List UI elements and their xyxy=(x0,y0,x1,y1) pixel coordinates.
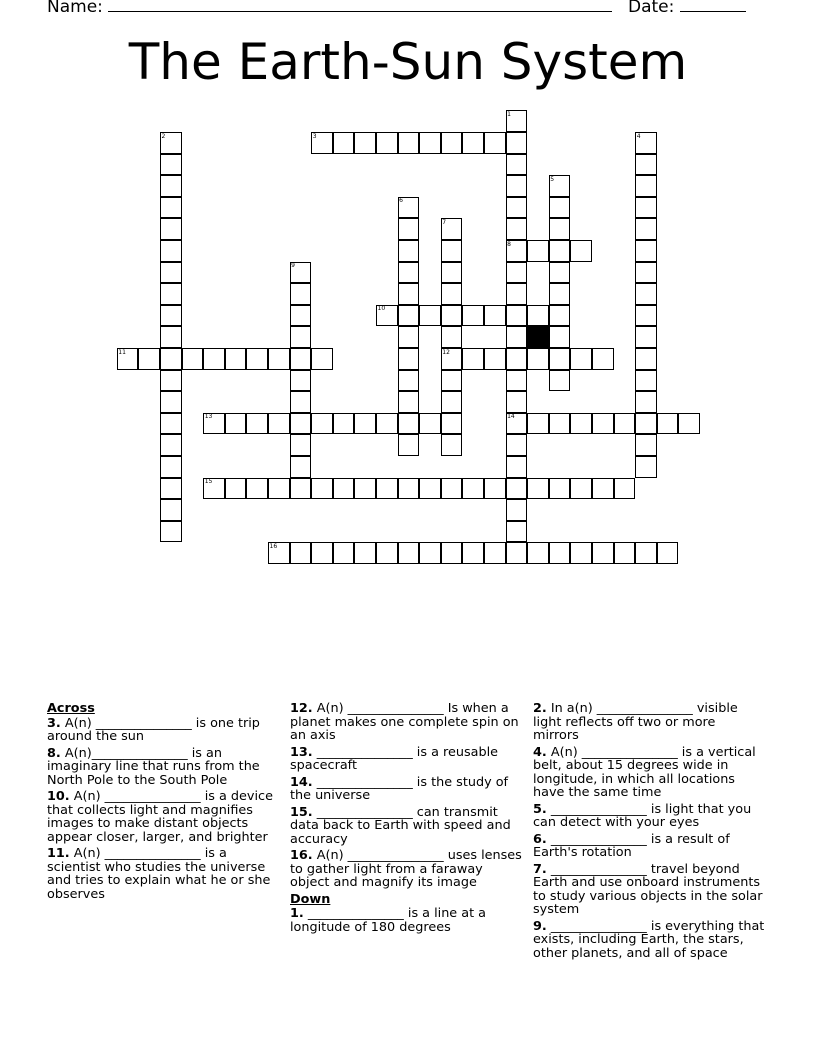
down-heading: Down xyxy=(290,891,331,907)
grid-cell[interactable] xyxy=(333,478,355,500)
grid-cell[interactable] xyxy=(441,326,463,348)
grid-cell[interactable] xyxy=(484,305,506,327)
clue-across-16: 16. A(n) _______________ uses lenses to gather light from a faraway object and magnify its image xyxy=(290,848,522,890)
page-title: The Earth-Sun System xyxy=(128,33,688,91)
grid-cell[interactable] xyxy=(268,478,290,500)
grid-cell[interactable] xyxy=(160,240,182,262)
grid-cell[interactable] xyxy=(506,132,528,154)
grid-cell[interactable] xyxy=(398,262,420,284)
grid-cell[interactable] xyxy=(592,348,614,370)
grid-cell[interactable] xyxy=(160,521,182,543)
grid-cell[interactable] xyxy=(506,218,528,240)
grid-cell[interactable] xyxy=(635,456,657,478)
grid-cell[interactable] xyxy=(441,283,463,305)
grid-cell[interactable] xyxy=(506,370,528,392)
grid-cell[interactable] xyxy=(160,154,182,176)
grid-cell[interactable] xyxy=(549,262,571,284)
clue-number-9: 9 xyxy=(291,262,295,270)
clue-across-3: 3. A(n) _______________ is one trip around the sun xyxy=(47,715,260,744)
grid-cell[interactable] xyxy=(635,240,657,262)
grid-cell[interactable] xyxy=(290,348,312,370)
grid-cell[interactable] xyxy=(225,348,247,370)
clue-number-13: 13 xyxy=(204,413,213,421)
grid-cell[interactable] xyxy=(354,542,376,564)
grid-cell[interactable] xyxy=(614,478,636,500)
grid-cell[interactable] xyxy=(354,132,376,154)
name-label: Name: xyxy=(47,0,103,17)
grid-cell[interactable] xyxy=(484,478,506,500)
grid-cell[interactable] xyxy=(614,542,636,564)
grid-cell[interactable] xyxy=(635,413,657,435)
grid-cell[interactable] xyxy=(441,542,463,564)
grid-cell[interactable] xyxy=(376,132,398,154)
grid-cell[interactable] xyxy=(506,197,528,219)
grid-cell[interactable] xyxy=(506,391,528,413)
grid-cell[interactable] xyxy=(462,132,484,154)
grid-cell[interactable] xyxy=(527,348,549,370)
grid-cell[interactable] xyxy=(570,240,592,262)
grid-cell[interactable] xyxy=(290,413,312,435)
clues-column-2 xyxy=(290,702,522,937)
grid-cell[interactable] xyxy=(160,326,182,348)
grid-cell[interactable] xyxy=(462,542,484,564)
grid-cell[interactable] xyxy=(527,240,549,262)
grid-cell[interactable] xyxy=(506,262,528,284)
grid-cell[interactable] xyxy=(290,542,312,564)
grid-cell[interactable] xyxy=(225,413,247,435)
grid-cell[interactable] xyxy=(506,456,528,478)
grid-cell[interactable] xyxy=(635,283,657,305)
grid-cell[interactable] xyxy=(441,391,463,413)
grid-cell[interactable] xyxy=(506,542,528,564)
grid-cell[interactable] xyxy=(441,262,463,284)
grid-cell[interactable] xyxy=(635,218,657,240)
grid-cell[interactable] xyxy=(527,478,549,500)
grid-cell[interactable] xyxy=(570,413,592,435)
grid-cell[interactable] xyxy=(290,305,312,327)
grid-cell[interactable] xyxy=(635,175,657,197)
grid-cell[interactable] xyxy=(549,197,571,219)
clue-number-15: 15 xyxy=(204,478,213,486)
grid-cell[interactable] xyxy=(311,348,333,370)
grid-cell[interactable] xyxy=(333,132,355,154)
grid-cell[interactable] xyxy=(549,283,571,305)
clue-number-3: 3 xyxy=(312,132,317,140)
grid-cell[interactable] xyxy=(160,262,182,284)
grid-cell[interactable] xyxy=(398,283,420,305)
grid-cell[interactable] xyxy=(592,413,614,435)
grid-cell[interactable] xyxy=(484,132,506,154)
grid-cell[interactable] xyxy=(635,197,657,219)
clue-number-4: 4 xyxy=(636,132,641,140)
grid-cell[interactable] xyxy=(635,434,657,456)
grid-cell[interactable] xyxy=(160,499,182,521)
grid-cell[interactable] xyxy=(246,413,268,435)
grid-cell[interactable] xyxy=(398,478,420,500)
clue-down-5: 5. _______________ is light that you can detect with your eyes xyxy=(533,801,752,830)
grid-cell[interactable] xyxy=(311,542,333,564)
grid-cell[interactable] xyxy=(290,283,312,305)
across-heading: Across xyxy=(47,701,95,716)
grid-cell[interactable] xyxy=(398,326,420,348)
grid-cell[interactable] xyxy=(290,326,312,348)
grid-cell[interactable] xyxy=(635,542,657,564)
clue-down-6: 6. _______________ is a result of Earth's rotation xyxy=(533,831,730,860)
grid-cell[interactable] xyxy=(311,478,333,500)
black-square xyxy=(527,326,549,348)
grid-cell[interactable] xyxy=(376,478,398,500)
grid-cell[interactable] xyxy=(290,391,312,413)
grid-cell[interactable] xyxy=(290,478,312,500)
grid-cell[interactable] xyxy=(419,478,441,500)
clue-number-1: 1 xyxy=(507,110,511,118)
grid-cell[interactable] xyxy=(290,456,312,478)
clue-across-14: 14. _______________ is the study of the universe xyxy=(290,774,509,803)
grid-cell[interactable] xyxy=(635,154,657,176)
clue-down-7: 7. _______________ travel beyond Earth and use onboard instruments to study various objects in the solar system xyxy=(533,861,763,917)
clue-down-2: 2. In a(n) _______________ visible light reflects off two or more mirrors xyxy=(533,701,738,743)
grid-cell[interactable] xyxy=(462,348,484,370)
grid-cell[interactable] xyxy=(657,542,679,564)
grid-cell[interactable] xyxy=(398,391,420,413)
clue-number-5: 5 xyxy=(550,175,555,183)
grid-cell[interactable] xyxy=(160,218,182,240)
grid-cell[interactable] xyxy=(246,348,268,370)
clue-across-11: 11. A(n) _______________ is a scientist who studies the universe and tries to explain what he or she observes xyxy=(47,846,271,902)
grid-cell[interactable] xyxy=(398,413,420,435)
grid-cell[interactable] xyxy=(398,218,420,240)
grid-cell[interactable] xyxy=(614,413,636,435)
grid-cell[interactable] xyxy=(527,413,549,435)
clue-number-14: 14 xyxy=(507,413,515,421)
grid-cell[interactable] xyxy=(549,240,571,262)
grid-cell[interactable] xyxy=(160,283,182,305)
grid-cell[interactable] xyxy=(333,413,355,435)
grid-cell[interactable] xyxy=(311,413,333,435)
grid-cell[interactable] xyxy=(268,413,290,435)
grid-cell[interactable] xyxy=(354,413,376,435)
clue-down-4: 4. A(n) _______________ is a vertical belt, about 15 degrees wide in longitude, in which all locations have the same time xyxy=(533,744,756,800)
grid-cell[interactable] xyxy=(462,478,484,500)
grid-cell[interactable] xyxy=(182,348,204,370)
grid-cell[interactable] xyxy=(635,262,657,284)
grid-cell[interactable] xyxy=(549,218,571,240)
clue-down-1: 1. _______________ is a line at a longitude of 180 degrees xyxy=(290,906,487,935)
grid-cell[interactable] xyxy=(203,348,225,370)
grid-cell[interactable] xyxy=(333,542,355,564)
grid-cell[interactable] xyxy=(160,391,182,413)
grid-cell[interactable] xyxy=(678,413,700,435)
grid-cell[interactable] xyxy=(527,305,549,327)
grid-cell[interactable] xyxy=(441,132,463,154)
grid-cell[interactable] xyxy=(506,521,528,543)
clues-column-1 xyxy=(47,702,279,904)
grid-cell[interactable] xyxy=(160,478,182,500)
grid-cell[interactable] xyxy=(160,305,182,327)
clues-column-3 xyxy=(533,702,765,963)
grid-cell[interactable] xyxy=(160,370,182,392)
grid-cell[interactable] xyxy=(570,542,592,564)
grid-cell[interactable] xyxy=(160,348,182,370)
grid-cell[interactable] xyxy=(549,305,571,327)
clue-across-12: 12. A(n) _______________ Is when a planet makes one complete spin on an axis xyxy=(290,701,519,743)
clue-number-10: 10 xyxy=(377,305,386,313)
grid-cell[interactable] xyxy=(549,370,571,392)
grid-cell[interactable] xyxy=(570,348,592,370)
clue-number-16: 16 xyxy=(269,542,278,550)
grid-cell[interactable] xyxy=(592,478,614,500)
grid-cell[interactable] xyxy=(419,413,441,435)
grid-cell[interactable] xyxy=(549,542,571,564)
grid-cell[interactable] xyxy=(635,348,657,370)
grid-cell[interactable] xyxy=(376,542,398,564)
date-label: Date: xyxy=(628,0,675,17)
grid-cell[interactable] xyxy=(160,175,182,197)
grid-cell[interactable] xyxy=(398,305,420,327)
grid-cell[interactable] xyxy=(506,283,528,305)
grid-cell[interactable] xyxy=(354,478,376,500)
grid-cell[interactable] xyxy=(506,434,528,456)
grid-cell[interactable] xyxy=(635,305,657,327)
grid-cell[interactable] xyxy=(225,478,247,500)
clue-across-15: 15. _______________ can transmit data back to Earth with speed and accuracy xyxy=(290,804,511,847)
grid-cell[interactable] xyxy=(398,370,420,392)
grid-cell[interactable] xyxy=(635,391,657,413)
grid-cell[interactable] xyxy=(441,305,463,327)
clue-number-12: 12 xyxy=(442,348,450,356)
grid-cell[interactable] xyxy=(268,348,290,370)
grid-cell[interactable] xyxy=(398,348,420,370)
grid-cell[interactable] xyxy=(570,478,592,500)
grid-cell[interactable] xyxy=(441,240,463,262)
grid-cell[interactable] xyxy=(635,326,657,348)
grid-cell[interactable] xyxy=(506,305,528,327)
grid-cell[interactable] xyxy=(506,348,528,370)
grid-cell[interactable] xyxy=(398,542,420,564)
clue-number-2: 2 xyxy=(161,132,166,140)
clue-number-6: 6 xyxy=(399,197,403,205)
grid-cell[interactable] xyxy=(160,413,182,435)
grid-cell[interactable] xyxy=(441,413,463,435)
grid-cell[interactable] xyxy=(506,175,528,197)
clue-number-8: 8 xyxy=(507,240,511,248)
grid-cell[interactable] xyxy=(506,478,528,500)
grid-cell[interactable] xyxy=(527,542,549,564)
grid-cell[interactable] xyxy=(549,326,571,348)
grid-cell[interactable] xyxy=(635,370,657,392)
grid-cell[interactable] xyxy=(549,478,571,500)
grid-cell[interactable] xyxy=(549,413,571,435)
grid-cell[interactable] xyxy=(462,305,484,327)
grid-cell[interactable] xyxy=(549,348,571,370)
clue-down-9: 9. _______________ is everything that exists, including Earth, the stars, other planets, and all of space xyxy=(533,918,765,961)
clue-across-8: 8. A(n)_______________ is an imaginary line that runs from the North Pole to the South Pole xyxy=(47,745,260,788)
grid-cell[interactable] xyxy=(160,456,182,478)
grid-cell[interactable] xyxy=(160,197,182,219)
clue-across-10: 10. A(n) _______________ is a device that collects light and magnifies images to make distant objects appear closer, larger, and brighter xyxy=(47,789,273,845)
grid-cell[interactable] xyxy=(657,413,679,435)
clue-number-11: 11 xyxy=(118,348,126,356)
clue-number-7: 7 xyxy=(442,218,447,226)
grid-cell[interactable] xyxy=(398,132,420,154)
grid-cell[interactable] xyxy=(398,434,420,456)
grid-cell[interactable] xyxy=(138,348,160,370)
grid-cell[interactable] xyxy=(419,542,441,564)
grid-cell[interactable] xyxy=(246,478,268,500)
grid-cell[interactable] xyxy=(506,326,528,348)
grid-cell[interactable] xyxy=(419,305,441,327)
grid-cell[interactable] xyxy=(419,132,441,154)
grid-cell[interactable] xyxy=(290,434,312,456)
grid-cell[interactable] xyxy=(441,434,463,456)
grid-cell[interactable] xyxy=(484,348,506,370)
grid-cell[interactable] xyxy=(441,370,463,392)
clue-across-13: 13. _______________ is a reusable spacecraft xyxy=(290,744,499,773)
grid-cell[interactable] xyxy=(484,542,506,564)
grid-cell[interactable] xyxy=(160,434,182,456)
grid-cell[interactable] xyxy=(506,154,528,176)
grid-cell[interactable] xyxy=(290,370,312,392)
grid-cell[interactable] xyxy=(506,499,528,521)
grid-cell[interactable] xyxy=(441,478,463,500)
grid-cell[interactable] xyxy=(376,413,398,435)
grid-cell[interactable] xyxy=(398,240,420,262)
grid-cell[interactable] xyxy=(592,542,614,564)
